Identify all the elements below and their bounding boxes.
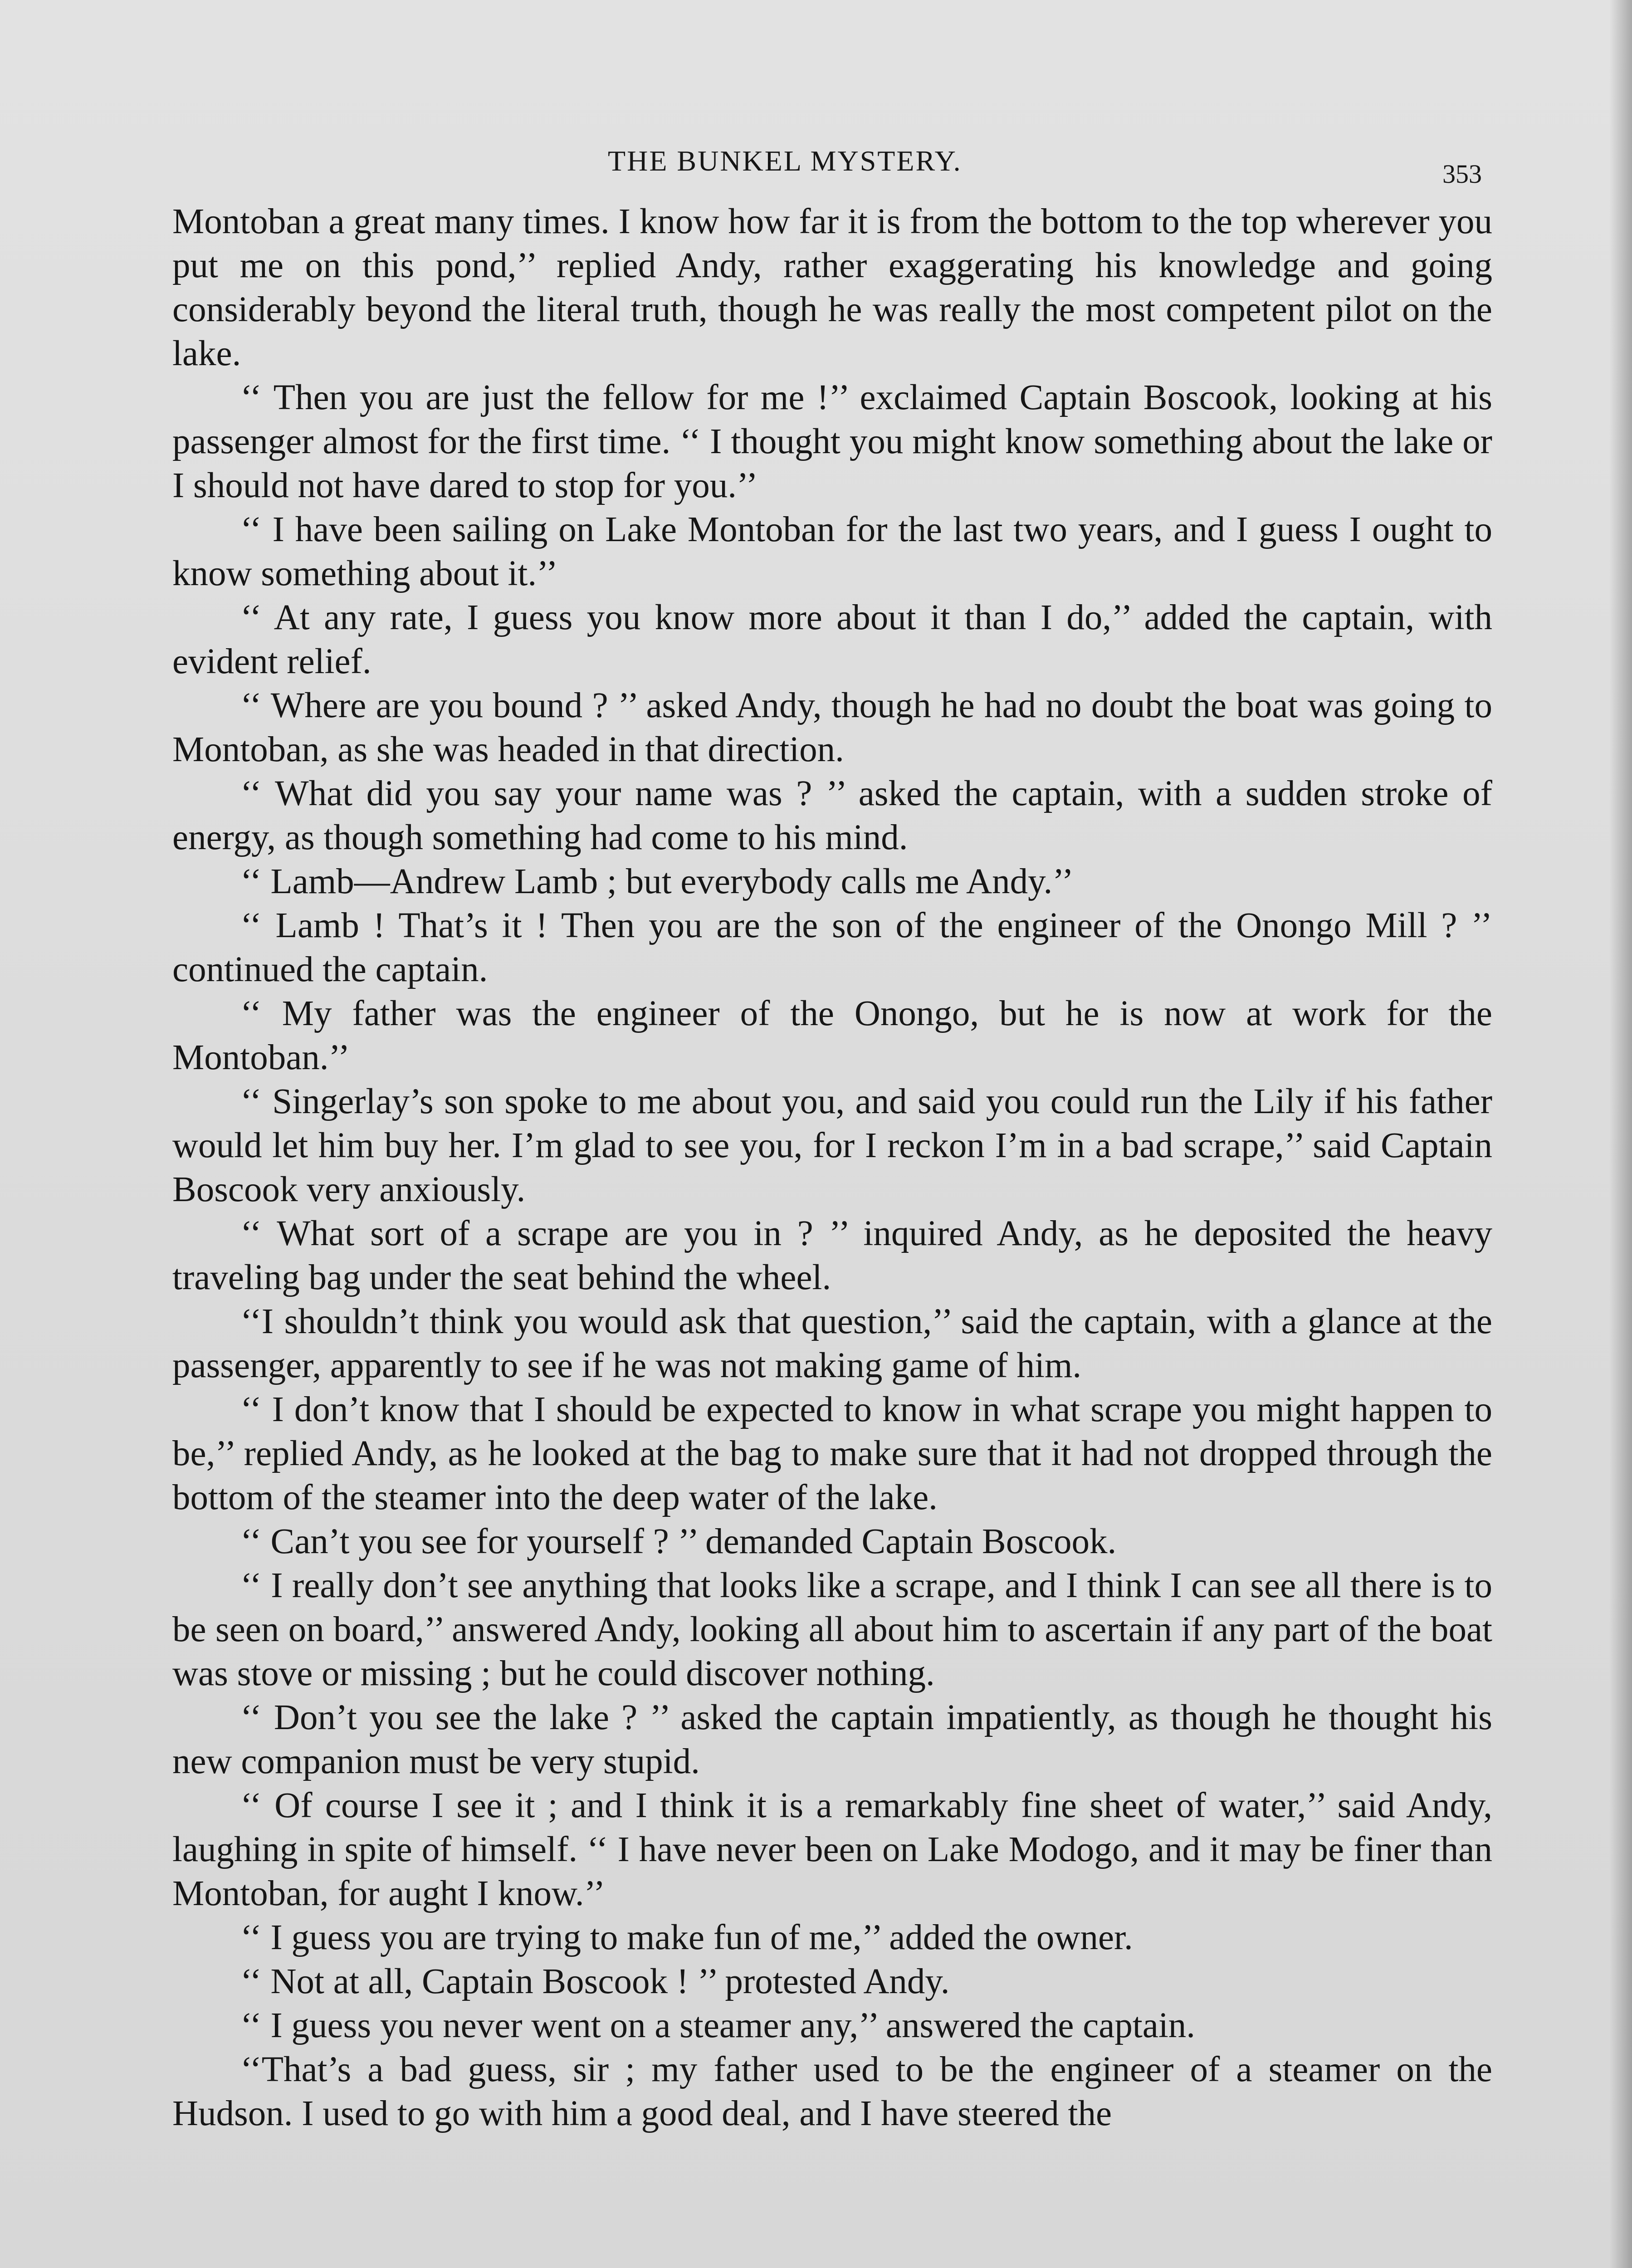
paragraph: ‘‘ I guess you never went on a steamer any,’’ answered the captain. (240, 2006, 1196, 2045)
page-edge-shadow (1609, 0, 1632, 2268)
page-number: 353 (1442, 159, 1482, 189)
paragraph: Montoban a great many times. I know how far it is from the bottom to the top wherever you put me on this pond,’’ replied Andy, rather exaggerating his knowledge and going considerably beyond the literal truth, though he was really the most competent pilot on the lake. (172, 202, 1492, 373)
paragraph: ‘‘ Lamb ! That’s it ! Then you are the son of the engineer of the Onongo Mill ? ’’ continued the captain. (172, 906, 1492, 989)
paragraph: ‘‘ What did you say your name was ? ’’ asked the captain, with a sudden stroke of energy, as though something had come to his mind. (172, 774, 1492, 857)
paragraph: ‘‘ Then you are just the fellow for me !’’ exclaimed Captain Boscook, looking at his passenger almost for the first time. ‘‘ I thought you might know something about the lake or I should not have dared to stop for you.’’ (172, 378, 1492, 505)
paragraph: ‘‘ Where are you bound ? ’’ asked Andy, though he had no doubt the boat was going to Montoban, as she was headed in that direction. (172, 686, 1492, 769)
paragraph: ‘‘ What sort of a scrape are you in ? ’’ inquired Andy, as he deposited the heavy traveling bag under the seat behind the wheel. (172, 1214, 1492, 1297)
paragraph: ‘‘ Lamb—Andrew Lamb ; but everybody calls me Andy.’’ (240, 862, 1074, 901)
paragraph: ‘‘ I guess you are trying to make fun of me,’’ added the owner. (240, 1918, 1133, 1957)
paragraph: ‘‘ Don’t you see the lake ? ’’ asked the captain impatiently, as though he thought his new companion must be very stupid. (172, 1698, 1492, 1781)
paragraph: ‘‘ I have been sailing on Lake Montoban for the last two years, and I guess I ought to know something about it.’’ (172, 510, 1492, 593)
paragraph: ‘‘ Can’t you see for yourself ? ’’ demanded Captain Boscook. (240, 1522, 1117, 1561)
paragraph: ‘‘ Of course I see it ; and I think it is a remarkably fine sheet of water,’’ said Andy, laughing in spite of himself. ‘‘ I have never been on Lake Modogo, and it may be finer than Montoban, for aught I know.’’ (172, 1786, 1492, 1913)
paragraph: ‘‘ Not at all, Captain Boscook ! ’’ protested Andy. (240, 1962, 950, 2001)
paragraph: ‘‘ Singerlay’s son spoke to me about you, and said you could run the Lily if his father would let him buy her. I’m glad to see you, for I reckon I’m in a bad scrape,’’ said Captain Boscook very anxiously. (172, 1082, 1492, 1209)
paragraph: ‘‘ My father was the engineer of the Onongo, but he is now at work for the Montoban.’’ (172, 994, 1492, 1077)
paragraph: ‘‘ At any rate, I guess you know more about it than I do,’’ added the captain, with evident relief. (172, 598, 1492, 681)
paragraph: ‘‘That’s a bad guess, sir ; my father used to be the engineer of a steamer on the Hudson. I used to go with him a good deal, and I have steered the (172, 2050, 1492, 2133)
paragraph: ‘‘I shouldn’t think you would ask that question,’’ said the captain, with a glance at the passenger, apparently to see if he was not making game of him. (172, 1302, 1492, 1385)
paragraph: ‘‘ I really don’t see anything that looks like a scrape, and I think I can see all there is to be seen on board,’’ answered Andy, looking all about him to ascertain if any part of the boat was stove or missing ; but he could discover nothing. (172, 1566, 1492, 1693)
running-title: THE BUNKEL MYSTERY. (608, 145, 962, 177)
body-text (172, 200, 1492, 2136)
paragraph: ‘‘ I don’t know that I should be expected to know in what scrape you might happen to be,’’ replied Andy, as he looked at the bag to make sure that it had not dropped through the bottom of the steamer into the deep water of the lake. (172, 1390, 1492, 1517)
